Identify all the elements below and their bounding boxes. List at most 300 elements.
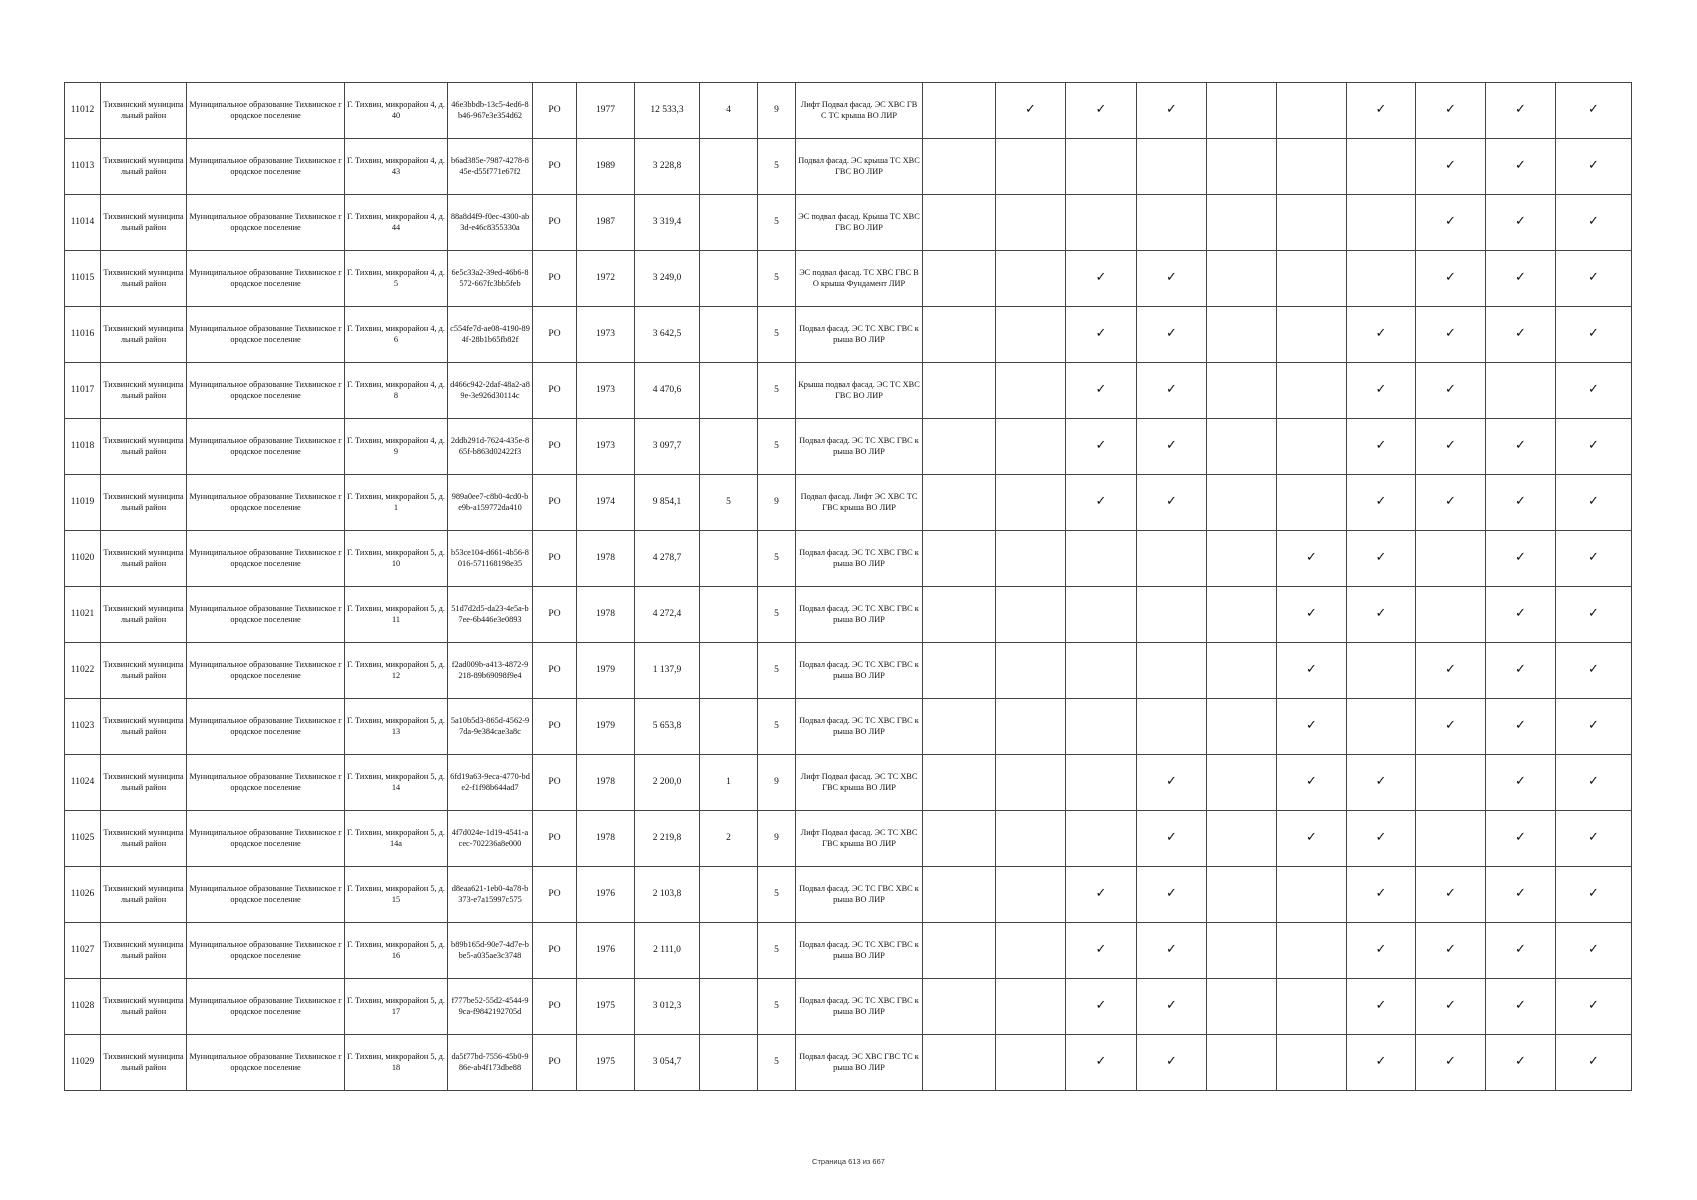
guid-cell: 88a8d4f9-f0ec-4300-ab3d-e46c8355330a [448,195,533,251]
checkmark-icon: ✓ [1306,774,1317,790]
year-cell: 1972 [577,251,635,307]
table-body [65,83,1632,1091]
work-check-cell-3 [1066,867,1137,923]
lifts-cell [700,363,758,419]
work-check-cell-5 [1207,699,1277,755]
work-check-cell-2 [996,699,1066,755]
municipality-cell: Муниципальное образование Тихвинское городское поселение [187,363,345,419]
checkmark-icon: ✓ [1166,382,1177,398]
address-cell: Г. Тихвин, микрорайон 5, д. 16 [345,923,448,979]
district-cell: Тихвинский муниципальный район [101,251,187,307]
checkmark-icon: ✓ [1166,326,1177,342]
work-check-cell-9 [1486,643,1556,699]
work-check-cell-9 [1486,251,1556,307]
year-cell: 1979 [577,699,635,755]
address-cell: Г. Тихвин, микрорайон 5, д. 13 [345,699,448,755]
type-cell: РО [533,475,577,531]
work-check-cell-7 [1347,867,1416,923]
table-row [65,195,1632,251]
work-check-cell-2 [996,923,1066,979]
area-cell: 4 278,7 [635,531,700,587]
work-check-cell-10 [1556,363,1632,419]
floors-cell: 5 [758,1035,796,1091]
floors-cell: 9 [758,475,796,531]
row-id: 11029 [65,1035,101,1091]
works-cell: Лифт Подвал фасад. ЭС ТС ХВС ГВС крыша ВО ЛИР [796,811,923,867]
type-cell: РО [533,251,577,307]
work-check-cell-1 [923,475,996,531]
work-check-cell-6 [1277,531,1347,587]
checkmark-icon: ✓ [1375,1054,1387,1070]
table-row [65,923,1632,979]
works-cell: Подвал фасад. ЭС ТС ХВС ГВС крыша ВО ЛИР [796,643,923,699]
works-cell: Подвал фасад. ЭС крыша ТС ХВС ГВС ВО ЛИР [796,139,923,195]
work-check-cell-6 [1277,307,1347,363]
work-check-cell-9 [1486,699,1556,755]
page-footer: Страница 613 из 667 [812,1157,885,1166]
lifts-cell [700,867,758,923]
works-cell: Подвал фасад. ЭС ТС ХВС ГВС крыша ВО ЛИР [796,531,923,587]
guid-cell: 6e5c33a2-39ed-46b6-8572-667fc3bb5feb [448,251,533,307]
table-row [65,363,1632,419]
work-check-cell-3 [1066,699,1137,755]
year-cell: 1976 [577,923,635,979]
works-cell: Подвал фасад. ЭС ХВС ГВС ТС крыша ВО ЛИР [796,1035,923,1091]
work-check-cell-2 [996,979,1066,1035]
district-cell: Тихвинский муниципальный район [101,1035,187,1091]
work-check-cell-4 [1137,811,1207,867]
checkmark-icon: ✓ [1445,102,1456,118]
checkmark-icon: ✓ [1306,662,1317,678]
work-check-cell-2 [996,1035,1066,1091]
work-check-cell-9 [1486,531,1556,587]
work-check-cell-3 [1066,979,1137,1035]
checkmark-icon: ✓ [1166,942,1177,958]
municipality-cell: Муниципальное образование Тихвинское городское поселение [187,531,345,587]
checkmark-icon: ✓ [1445,942,1456,958]
municipality-cell: Муниципальное образование Тихвинское городское поселение [187,699,345,755]
year-cell: 1978 [577,755,635,811]
work-check-cell-7 [1347,195,1416,251]
checkmark-icon: ✓ [1375,550,1387,566]
table-row [65,587,1632,643]
lifts-cell [700,251,758,307]
work-check-cell-6 [1277,643,1347,699]
work-check-cell-8 [1416,699,1486,755]
checkmark-icon: ✓ [1445,438,1456,454]
work-check-cell-6 [1277,83,1347,139]
checkmark-icon: ✓ [1515,998,1526,1014]
work-check-cell-6 [1277,699,1347,755]
work-check-cell-4 [1137,307,1207,363]
type-cell: РО [533,979,577,1035]
district-cell: Тихвинский муниципальный район [101,923,187,979]
work-check-cell-9 [1486,363,1556,419]
checkmark-icon: ✓ [1166,438,1177,454]
guid-cell: f2ad009b-a413-4872-9218-89b69098f9e4 [448,643,533,699]
floors-cell: 5 [758,363,796,419]
work-check-cell-10 [1556,811,1632,867]
checkmark-icon: ✓ [1515,438,1526,454]
work-check-cell-4 [1137,587,1207,643]
work-check-cell-10 [1556,643,1632,699]
district-cell: Тихвинский муниципальный район [101,643,187,699]
municipality-cell: Муниципальное образование Тихвинское городское поселение [187,587,345,643]
work-check-cell-9 [1486,979,1556,1035]
guid-cell: c554fe7d-ae08-4190-894f-28b1b65fb82f [448,307,533,363]
checkmark-icon: ✓ [1515,1054,1526,1070]
type-cell: РО [533,923,577,979]
district-cell: Тихвинский муниципальный район [101,139,187,195]
lifts-cell [700,1035,758,1091]
works-cell: Подвал фасад. ЭС ТС ХВС ГВС крыша ВО ЛИР [796,419,923,475]
works-cell: ЭС подвал фасад. ТС ХВС ГВС ВО крыша Фундамент ЛИР [796,251,923,307]
checkmark-icon: ✓ [1306,718,1317,734]
table-row [65,475,1632,531]
work-check-cell-2 [996,531,1066,587]
work-check-cell-3 [1066,307,1137,363]
year-cell: 1978 [577,587,635,643]
area-cell: 3 319,4 [635,195,700,251]
work-check-cell-9 [1486,587,1556,643]
work-check-cell-7 [1347,643,1416,699]
work-check-cell-1 [923,587,996,643]
floors-cell: 5 [758,251,796,307]
year-cell: 1978 [577,531,635,587]
work-check-cell-10 [1556,195,1632,251]
checkmark-icon: ✓ [1445,998,1456,1014]
year-cell: 1973 [577,363,635,419]
work-check-cell-6 [1277,755,1347,811]
guid-cell: 51d7d2d5-da23-4e5a-b7ee-6b446e3e0893 [448,587,533,643]
work-check-cell-8 [1416,979,1486,1035]
municipality-cell: Муниципальное образование Тихвинское городское поселение [187,755,345,811]
checkmark-icon: ✓ [1166,1054,1177,1070]
type-cell: РО [533,587,577,643]
floors-cell: 5 [758,419,796,475]
table-row [65,867,1632,923]
row-id: 11019 [65,475,101,531]
work-check-cell-5 [1207,307,1277,363]
checkmark-icon: ✓ [1515,942,1526,958]
work-check-cell-6 [1277,587,1347,643]
address-cell: Г. Тихвин, микрорайон 5, д. 15 [345,867,448,923]
work-check-cell-7 [1347,699,1416,755]
work-check-cell-10 [1556,923,1632,979]
area-cell: 2 200,0 [635,755,700,811]
row-id: 11028 [65,979,101,1035]
work-check-cell-5 [1207,83,1277,139]
checkmark-icon: ✓ [1095,326,1107,342]
work-check-cell-2 [996,139,1066,195]
work-check-cell-1 [923,531,996,587]
work-check-cell-1 [923,979,996,1035]
row-id: 11025 [65,811,101,867]
district-cell: Тихвинский муниципальный район [101,307,187,363]
lifts-cell: 5 [700,475,758,531]
floors-cell: 9 [758,755,796,811]
checkmark-icon: ✓ [1166,102,1177,118]
year-cell: 1987 [577,195,635,251]
work-check-cell-7 [1347,1035,1416,1091]
work-check-cell-1 [923,643,996,699]
checkmark-icon: ✓ [1445,270,1456,286]
work-check-cell-4 [1137,1035,1207,1091]
municipality-cell: Муниципальное образование Тихвинское городское поселение [187,811,345,867]
floors-cell: 5 [758,531,796,587]
checkmark-icon: ✓ [1095,886,1107,902]
work-check-cell-8 [1416,139,1486,195]
work-check-cell-1 [923,419,996,475]
address-cell: Г. Тихвин, микрорайон 5, д. 18 [345,1035,448,1091]
works-cell: ЭС подвал фасад. Крыша ТС ХВС ГВС ВО ЛИР [796,195,923,251]
works-cell: Подвал фасад. Лифт ЭС ХВС ТС ГВС крыша ВО ЛИР [796,475,923,531]
work-check-cell-10 [1556,531,1632,587]
guid-cell: 5a10b5d3-865d-4562-97da-9e384cae3a8c [448,699,533,755]
checkmark-icon: ✓ [1515,718,1526,734]
work-check-cell-3 [1066,419,1137,475]
work-check-cell-4 [1137,755,1207,811]
checkmark-icon: ✓ [1095,270,1107,286]
work-check-cell-7 [1347,307,1416,363]
table-row [65,1035,1632,1091]
table-row [65,83,1632,139]
checkmark-icon: ✓ [1445,214,1456,230]
type-cell: РО [533,811,577,867]
address-cell: Г. Тихвин, микрорайон 5, д. 17 [345,979,448,1035]
checkmark-icon: ✓ [1445,718,1456,734]
checkmark-icon: ✓ [1515,494,1526,510]
work-check-cell-1 [923,307,996,363]
area-cell: 3 228,8 [635,139,700,195]
work-check-cell-4 [1137,643,1207,699]
checkmark-icon: ✓ [1445,886,1456,902]
work-check-cell-7 [1347,475,1416,531]
work-check-cell-5 [1207,755,1277,811]
municipality-cell: Муниципальное образование Тихвинское городское поселение [187,83,345,139]
work-check-cell-3 [1066,643,1137,699]
area-cell: 2 219,8 [635,811,700,867]
lifts-cell [700,699,758,755]
works-cell: Крыша подвал фасад. ЭС ТС ХВС ГВС ВО ЛИР [796,363,923,419]
guid-cell: da5f77bd-7556-45b0-986e-ab4f173dbe88 [448,1035,533,1091]
checkmark-icon: ✓ [1375,886,1387,902]
area-cell: 4 470,6 [635,363,700,419]
work-check-cell-9 [1486,755,1556,811]
year-cell: 1989 [577,139,635,195]
row-id: 11017 [65,363,101,419]
type-cell: РО [533,755,577,811]
area-cell: 2 103,8 [635,867,700,923]
guid-cell: b6ad385e-7987-4278-845e-d55f771e67f2 [448,139,533,195]
checkmark-icon: ✓ [1095,438,1107,454]
work-check-cell-5 [1207,643,1277,699]
work-check-cell-2 [996,643,1066,699]
lifts-cell: 1 [700,755,758,811]
row-id: 11018 [65,419,101,475]
checkmark-icon: ✓ [1375,102,1387,118]
work-check-cell-9 [1486,419,1556,475]
work-check-cell-9 [1486,811,1556,867]
work-check-cell-1 [923,83,996,139]
guid-cell: b53ce104-d661-4b56-8016-571168198e35 [448,531,533,587]
guid-cell: 46e3bbdb-13c5-4ed6-8b46-967e3e354d62 [448,83,533,139]
area-cell: 4 272,4 [635,587,700,643]
lifts-cell [700,139,758,195]
checkmark-icon: ✓ [1375,382,1387,398]
guid-cell: d466c942-2daf-48a2-a89e-3e926d30114c [448,363,533,419]
type-cell: РО [533,419,577,475]
municipality-cell: Муниципальное образование Тихвинское городское поселение [187,867,345,923]
guid-cell: 4f7d024e-1d19-4541-acec-702236a8e000 [448,811,533,867]
floors-cell: 5 [758,979,796,1035]
work-check-cell-5 [1207,475,1277,531]
work-check-cell-5 [1207,979,1277,1035]
work-check-cell-7 [1347,755,1416,811]
work-check-cell-2 [996,755,1066,811]
type-cell: РО [533,867,577,923]
floors-cell: 5 [758,643,796,699]
address-cell: Г. Тихвин, микрорайон 4, д. 5 [345,251,448,307]
address-cell: Г. Тихвин, микрорайон 5, д. 14а [345,811,448,867]
work-check-cell-10 [1556,83,1632,139]
district-cell: Тихвинский муниципальный район [101,531,187,587]
work-check-cell-4 [1137,867,1207,923]
work-check-cell-1 [923,699,996,755]
checkmark-icon: ✓ [1515,214,1526,230]
district-cell: Тихвинский муниципальный район [101,699,187,755]
type-cell: РО [533,307,577,363]
row-id: 11026 [65,867,101,923]
area-cell: 5 653,8 [635,699,700,755]
work-check-cell-4 [1137,419,1207,475]
work-check-cell-6 [1277,419,1347,475]
work-check-cell-3 [1066,363,1137,419]
work-check-cell-8 [1416,83,1486,139]
floors-cell: 5 [758,923,796,979]
district-cell: Тихвинский муниципальный район [101,867,187,923]
work-check-cell-6 [1277,979,1347,1035]
type-cell: РО [533,83,577,139]
work-check-cell-10 [1556,979,1632,1035]
district-cell: Тихвинский муниципальный район [101,363,187,419]
work-check-cell-9 [1486,1035,1556,1091]
work-check-cell-7 [1347,83,1416,139]
checkmark-icon: ✓ [1095,382,1107,398]
work-check-cell-2 [996,419,1066,475]
works-cell: Подвал фасад. ЭС ТС ХВС ГВС крыша ВО ЛИР [796,307,923,363]
checkmark-icon: ✓ [1588,942,1599,958]
municipality-cell: Муниципальное образование Тихвинское городское поселение [187,307,345,363]
checkmark-icon: ✓ [1166,830,1177,846]
work-check-cell-8 [1416,475,1486,531]
work-check-cell-3 [1066,755,1137,811]
checkmark-icon: ✓ [1306,830,1317,846]
work-check-cell-3 [1066,811,1137,867]
year-cell: 1976 [577,867,635,923]
work-check-cell-6 [1277,195,1347,251]
checkmark-icon: ✓ [1588,102,1599,118]
checkmark-icon: ✓ [1375,494,1387,510]
work-check-cell-5 [1207,531,1277,587]
work-check-cell-3 [1066,587,1137,643]
year-cell: 1979 [577,643,635,699]
works-cell: Подвал фасад. ЭС ТС ХВС ГВС крыша ВО ЛИР [796,979,923,1035]
work-check-cell-8 [1416,587,1486,643]
floors-cell: 5 [758,699,796,755]
checkmark-icon: ✓ [1515,158,1526,174]
work-check-cell-2 [996,307,1066,363]
work-check-cell-2 [996,867,1066,923]
checkmark-icon: ✓ [1445,326,1456,342]
area-cell: 3 054,7 [635,1035,700,1091]
work-check-cell-3 [1066,475,1137,531]
work-check-cell-2 [996,811,1066,867]
work-check-cell-3 [1066,1035,1137,1091]
work-check-cell-5 [1207,419,1277,475]
work-check-cell-8 [1416,307,1486,363]
lifts-cell: 4 [700,83,758,139]
address-cell: Г. Тихвин, микрорайон 5, д. 1 [345,475,448,531]
work-check-cell-7 [1347,979,1416,1035]
work-check-cell-10 [1556,587,1632,643]
work-check-cell-6 [1277,811,1347,867]
district-cell: Тихвинский муниципальный район [101,979,187,1035]
year-cell: 1977 [577,83,635,139]
lifts-cell [700,979,758,1035]
work-check-cell-2 [996,195,1066,251]
housing-register-table [64,82,1632,1091]
address-cell: Г. Тихвин, микрорайон 5, д. 11 [345,587,448,643]
checkmark-icon: ✓ [1515,830,1526,846]
work-check-cell-6 [1277,923,1347,979]
year-cell: 1974 [577,475,635,531]
checkmark-icon: ✓ [1375,438,1387,454]
work-check-cell-2 [996,83,1066,139]
table-row [65,419,1632,475]
checkmark-icon: ✓ [1588,1054,1599,1070]
checkmark-icon: ✓ [1588,830,1599,846]
lifts-cell [700,923,758,979]
checkmark-icon: ✓ [1515,102,1526,118]
row-id: 11015 [65,251,101,307]
work-check-cell-7 [1347,363,1416,419]
work-check-cell-1 [923,867,996,923]
checkmark-icon: ✓ [1588,494,1599,510]
work-check-cell-2 [996,475,1066,531]
work-check-cell-1 [923,251,996,307]
works-cell: Подвал фасад. ЭС ТС ХВС ГВС крыша ВО ЛИР [796,923,923,979]
checkmark-icon: ✓ [1375,326,1387,342]
lifts-cell [700,531,758,587]
work-check-cell-9 [1486,139,1556,195]
work-check-cell-4 [1137,83,1207,139]
municipality-cell: Муниципальное образование Тихвинское городское поселение [187,251,345,307]
district-cell: Тихвинский муниципальный район [101,195,187,251]
table-row [65,811,1632,867]
guid-cell: 2ddb291d-7624-435e-865f-b863d02422f3 [448,419,533,475]
district-cell: Тихвинский муниципальный район [101,419,187,475]
checkmark-icon: ✓ [1095,1054,1107,1070]
row-id: 11024 [65,755,101,811]
row-id: 11013 [65,139,101,195]
work-check-cell-8 [1416,363,1486,419]
floors-cell: 9 [758,811,796,867]
work-check-cell-4 [1137,475,1207,531]
checkmark-icon: ✓ [1445,382,1456,398]
work-check-cell-10 [1556,475,1632,531]
municipality-cell: Муниципальное образование Тихвинское городское поселение [187,643,345,699]
